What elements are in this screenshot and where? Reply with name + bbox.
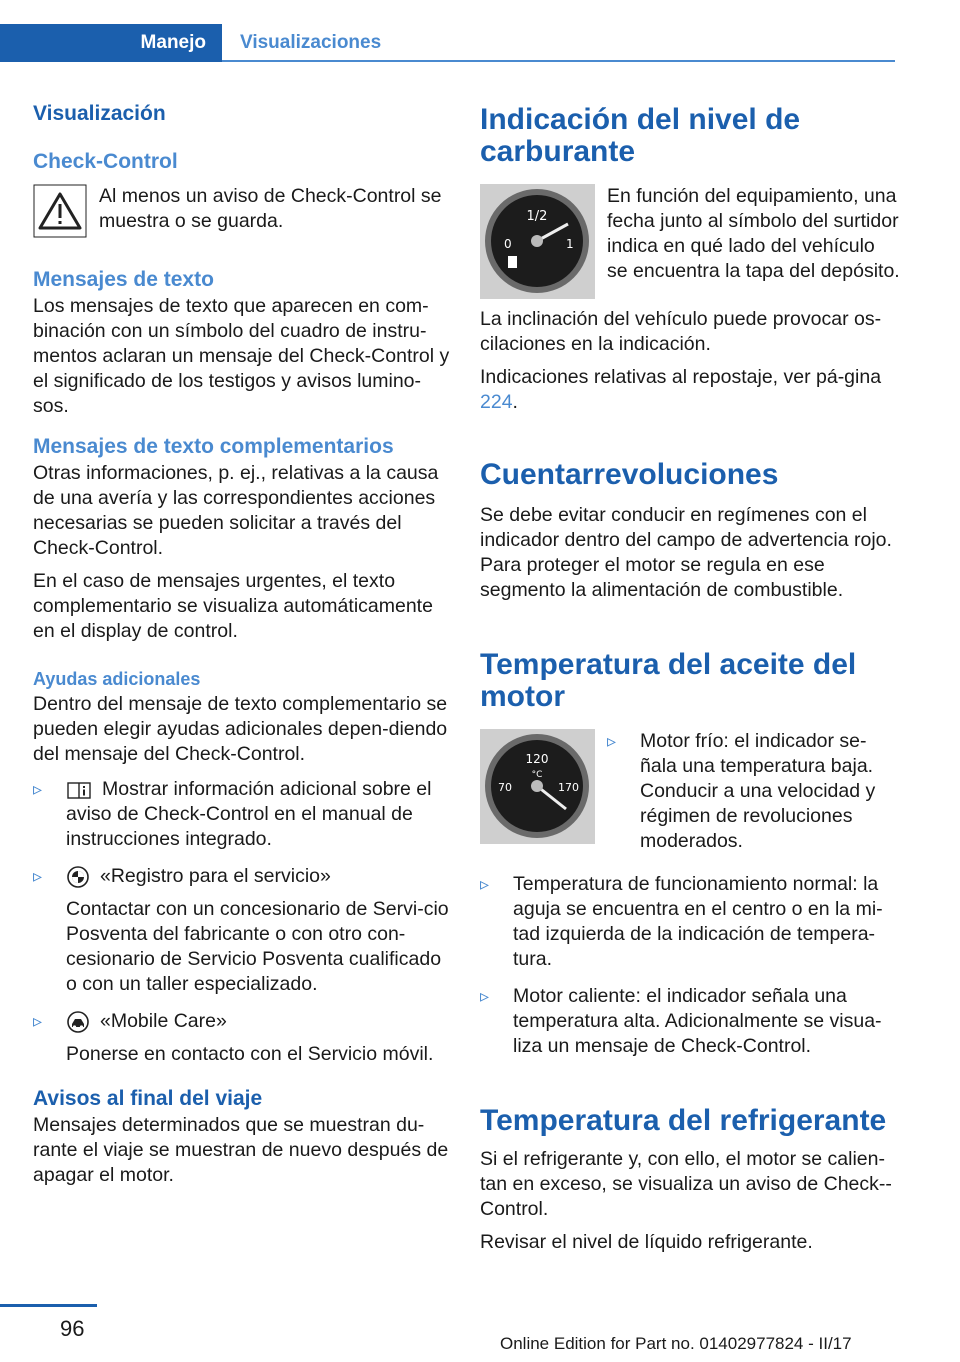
oil-70-label: 70 xyxy=(498,781,512,794)
heading-visualizacion: Visualización xyxy=(33,102,166,125)
fuel-zero-label: 0 xyxy=(504,237,512,251)
page-link[interactable]: 224 xyxy=(480,391,513,413)
tab-manejo[interactable]: Manejo xyxy=(0,24,222,62)
header-divider xyxy=(222,60,895,62)
bullet-sub: Ponerse en contacto con el Servicio móvil. xyxy=(66,1043,434,1065)
page-number: 96 xyxy=(60,1316,85,1341)
list-item: ▹ Motor caliente: el indicador señala una temperatura alta. Adicionalmente se visua-liza un mensaje de Check-Control. xyxy=(480,984,900,1059)
oil-unit-label: °C xyxy=(531,770,543,780)
list-item: ▹ Temperatura de funcionamiento normal: la aguja se encuentra en el centro o en la mi-tad izquierda de la indicación de tempera-tura. xyxy=(480,872,900,972)
paragraph: Mensajes determinados que se muestran du-rante el viaje se muestran de nuevo después de apagar el motor. xyxy=(33,1114,449,1186)
mobile-care-icon xyxy=(66,1010,90,1034)
heading-avisos-final-viaje: Avisos al final del viaje xyxy=(33,1087,263,1110)
bmw-service-icon xyxy=(66,865,90,889)
heading-check-control: Check-Control xyxy=(33,150,178,173)
oil-list-2 xyxy=(480,872,900,1059)
heading-nivel-carburante: Indicación del nivel de carburante xyxy=(480,103,801,168)
oil-170-label: 170 xyxy=(558,781,579,794)
ayudas-list xyxy=(33,777,453,1067)
fuel-row xyxy=(480,184,900,299)
fuel-one-label: 1 xyxy=(566,237,574,251)
heading-temperatura-aceite: Temperatura del aceite del motor xyxy=(480,648,857,713)
heading-temperatura-refrigerante: Temperatura del refrigerante xyxy=(480,1104,887,1137)
check-control-text: Al menos un aviso de Check-Control se muestra o se guarda. xyxy=(99,185,442,232)
oil-temperature-gauge-icon xyxy=(480,729,595,844)
footer-divider xyxy=(0,1304,97,1307)
paragraph: Indicaciones relativas al repostaje, ver pá-gina 224. xyxy=(480,366,882,413)
fuel-text: En función del equipamiento, una fecha junto al símbolo del surtidor indica en qué lado del vehículo se encuentra la tapa del depósito. xyxy=(607,185,900,282)
bullet-sub: Contactar con un concesionario de Servi-cio Posventa del fabricante o con otro con-cesionario de Servicio Posventa cualificado o con un taller especializado. xyxy=(66,898,449,995)
list-item: ▹ «Registro para el servicio» Contactar con un concesionario de Servi-cio Posventa del fabricante o con otro con-cesionario de Servicio Posventa cualificado o con un taller especializado. xyxy=(33,864,453,997)
fuel-half-label: 1/2 xyxy=(526,209,548,224)
paragraph: Si el refrigerante y, con ello, el motor se calien-tan en exceso, se visualiza un aviso de Check--Control. xyxy=(480,1148,892,1220)
paragraph: Otras informaciones, p. ej., relativas a la causa de una avería y las correspondientes acciones necesarias se pueden solicitar a través del Check-Control. xyxy=(33,462,439,559)
paragraph: La inclinación del vehículo puede provocar os-cilaciones en la indicación. xyxy=(480,308,882,355)
left-column xyxy=(33,100,453,1188)
edition-text: Online Edition for Part no. 01402977824 - II/17 xyxy=(500,1334,852,1353)
heading-cuentarrevoluciones: Cuentarrevoluciones xyxy=(480,458,779,491)
list-item: ▹ Motor frío: el indicador se-ñala una temperatura baja. Conducir a una velocidad y régimen de revoluciones moderados. xyxy=(607,729,900,854)
paragraph: Dentro del mensaje de texto complementario se pueden elegir ayudas adicionales depen-diendo del mensaje del Check-Control. xyxy=(33,693,448,765)
right-column xyxy=(480,104,900,1255)
list-item: ▹ Mostrar información adicional sobre el aviso de Check-Control en el manual de instrucciones integrado. xyxy=(33,777,453,852)
page-header xyxy=(0,24,895,62)
oil-120-label: 120 xyxy=(525,752,549,766)
list-item: ▹ «Mobile Care» Ponerse en contacto con el Servicio móvil. xyxy=(33,1009,453,1067)
oil-list xyxy=(607,729,900,866)
paragraph: Los mensajes de texto que aparecen en com-binación con un símbolo del cuadro de instru-mentos aclaran un mensaje del Check-Control y el significado de los testigos y avisos lumino-sos. xyxy=(33,295,450,417)
heading-mensajes-complementarios: Mensajes de texto complementarios xyxy=(33,435,394,458)
heading-ayudas-adicionales: Ayudas adicionales xyxy=(33,669,201,689)
manual-book-icon xyxy=(66,780,92,800)
tab-visualizaciones[interactable]: Visualizaciones xyxy=(240,32,382,53)
paragraph: Se debe evitar conducir en regímenes con el indicador dentro del campo de advertencia rojo. Para proteger el motor se regula en ese segmento la alimentación de combustible. xyxy=(480,504,892,601)
warning-triangle-icon xyxy=(33,184,87,238)
fuel-gauge-icon xyxy=(480,184,595,299)
paragraph: Revisar el nivel de líquido refrigerante. xyxy=(480,1231,813,1253)
paragraph: En el caso de mensajes urgentes, el texto complementario se visualiza automáticamente en el display de control. xyxy=(33,570,433,642)
check-control-row xyxy=(33,184,453,238)
heading-mensajes-texto: Mensajes de texto xyxy=(33,268,214,291)
oil-row xyxy=(480,729,900,866)
